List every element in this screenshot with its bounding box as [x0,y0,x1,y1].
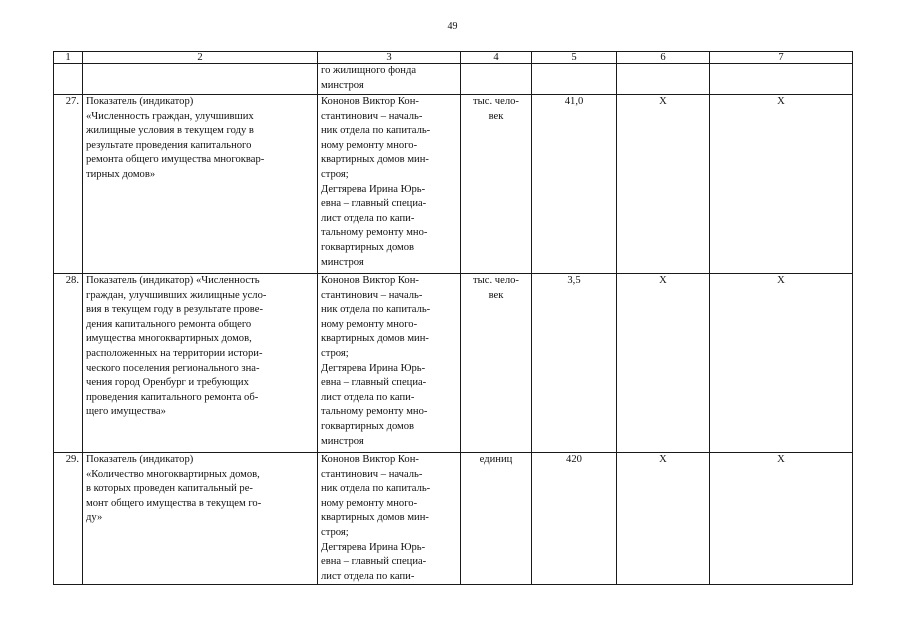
table-row [54,95,853,274]
column-6-cell: X [617,274,710,453]
indicator-cell: Показатель (индикатор) «Количество многоквартирных домов, в которых проведен капитальный ре- монт общего имущества в текущем го- ду» [83,453,318,585]
table-row [54,274,853,453]
responsible-cell: го жилищного фонда минстроя [318,64,461,95]
indicator-cell: Показатель (индикатор) «Численность граждан, улучшивших жилищные усло- вия в текущем году в результате прове- дения капитального ремонта общего имущества многоквартирных домов, расположенных на территории истори- ческого поселения регионального зна- чения город Оренбург и требующих проведения капитального ремонта об- щего имущества» [83,274,318,453]
column-header-4: 4 [461,52,532,64]
responsible-cell: Кононов Виктор Кон- стантинович – началь- ник отдела по капиталь- ному ремонту много- квартирных домов мин- строя; Дегтярева Ирина Юрь- евна – главный специа- лист отдела по капи- [318,453,461,585]
column-6-cell [617,64,710,95]
unit-cell: тыс. чело- век [461,274,532,453]
unit-cell: тыс. чело- век [461,95,532,274]
column-7-cell: X [710,274,853,453]
row-number-cell [54,64,83,95]
value-cell: 3,5 [532,274,617,453]
row-number-cell: 29. [54,453,83,585]
unit-cell: единиц [461,453,532,585]
column-header-2: 2 [83,52,318,64]
column-header-6: 6 [617,52,710,64]
row-number-cell: 27. [54,95,83,274]
indicator-cell [83,64,318,95]
table-header-row [54,52,853,64]
column-header-1: 1 [54,52,83,64]
value-cell: 41,0 [532,95,617,274]
unit-cell [461,64,532,95]
responsible-cell: Кононов Виктор Кон- стантинович – началь- ник отдела по капиталь- ному ремонту много- квартирных домов мин- строя; Дегтярева Ирина Юрь- евна – главный специа- лист отдела по капи- тальному ремонту мно- гоквартирных домов минстроя [318,274,461,453]
page-number: 49 [447,21,458,32]
responsible-cell: Кононов Виктор Кон- стантинович – началь- ник отдела по капиталь- ному ремонту много- квартирных домов мин- строя; Дегтярева Ирина Юрь- евна – главный специа- лист отдела по капи- тальному ремонту мно- гоквартирных домов минстроя [318,95,461,274]
column-6-cell: X [617,95,710,274]
indicator-cell: Показатель (индикатор) «Численность граждан, улучшивших жилищные условия в текущем году в результате проведения капитального ремонта общего имущества многоквар- тирных домов» [83,95,318,274]
column-header-3: 3 [318,52,461,64]
value-cell [532,64,617,95]
column-header-5: 5 [532,52,617,64]
indicators-table [53,51,853,585]
table-row [54,453,853,585]
column-6-cell: X [617,453,710,585]
table-row-continuation [54,64,853,95]
column-7-cell: X [710,453,853,585]
value-cell: 420 [532,453,617,585]
column-header-7: 7 [710,52,853,64]
column-7-cell [710,64,853,95]
row-number-cell: 28. [54,274,83,453]
column-7-cell: X [710,95,853,274]
